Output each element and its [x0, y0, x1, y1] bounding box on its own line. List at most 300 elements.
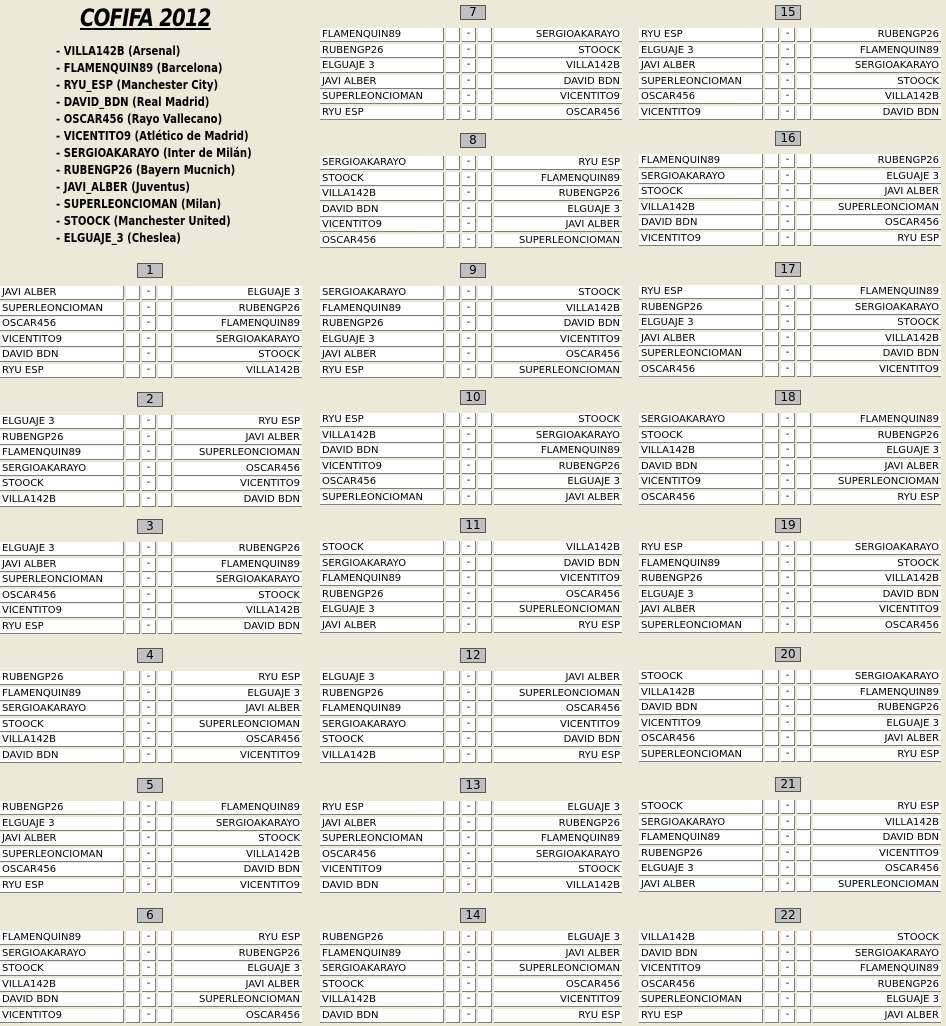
home-score-field[interactable]: [446, 218, 460, 232]
home-score-field[interactable]: [126, 620, 140, 634]
home-score-field[interactable]: [446, 106, 460, 120]
away-score-field[interactable]: [797, 429, 811, 443]
away-score-field[interactable]: [478, 106, 492, 120]
round-block: [320, 390, 622, 508]
home-score-field[interactable]: [126, 817, 140, 831]
home-score-field[interactable]: [446, 333, 460, 347]
away-score-field[interactable]: [797, 847, 811, 861]
away-score-field[interactable]: [478, 603, 492, 617]
home-score-field[interactable]: [446, 475, 460, 489]
home-score-field[interactable]: [446, 817, 460, 831]
away-score-field[interactable]: [158, 702, 172, 716]
home-score-field[interactable]: [446, 588, 460, 602]
score-separator: -: [142, 542, 156, 556]
home-score-field[interactable]: [765, 572, 779, 586]
away-score-field[interactable]: [797, 816, 811, 830]
away-score-field[interactable]: [158, 589, 172, 603]
home-score-field[interactable]: [765, 931, 779, 945]
away-score-field[interactable]: [478, 333, 492, 347]
home-score-field[interactable]: [446, 702, 460, 716]
home-score-field[interactable]: [765, 285, 779, 299]
away-score-field[interactable]: [797, 201, 811, 215]
home-score-field[interactable]: [126, 993, 140, 1007]
score-separator: -: [781, 816, 795, 830]
away-score-field[interactable]: [478, 28, 492, 42]
home-score-field[interactable]: [126, 462, 140, 476]
round-block: [0, 778, 302, 896]
home-score-field[interactable]: [765, 444, 779, 458]
home-score-field[interactable]: [765, 1009, 779, 1023]
away-player: RUBENGP26: [174, 542, 302, 556]
match-row: [0, 879, 302, 894]
home-score-field[interactable]: [126, 542, 140, 556]
home-score-field[interactable]: [765, 347, 779, 361]
away-score-field[interactable]: [478, 491, 492, 505]
away-score-field[interactable]: [478, 75, 492, 89]
away-score-field[interactable]: [158, 832, 172, 846]
home-score-field[interactable]: [765, 862, 779, 876]
away-score-field[interactable]: [797, 603, 811, 617]
home-player: OSCAR456: [0, 317, 124, 331]
home-score-field[interactable]: [126, 348, 140, 362]
home-player: VICENTITO9: [639, 232, 763, 246]
away-score-field[interactable]: [797, 44, 811, 58]
home-score-field[interactable]: [446, 993, 460, 1007]
away-score-field[interactable]: [158, 978, 172, 992]
home-score-field[interactable]: [765, 59, 779, 73]
away-score-field[interactable]: [158, 993, 172, 1007]
away-score-field[interactable]: [478, 317, 492, 331]
home-score-field[interactable]: [126, 333, 140, 347]
away-score-field[interactable]: [158, 749, 172, 763]
home-score-field[interactable]: [126, 978, 140, 992]
away-score-field[interactable]: [478, 947, 492, 961]
away-score-field[interactable]: [797, 185, 811, 199]
away-score-field[interactable]: [478, 475, 492, 489]
away-score-field[interactable]: [478, 879, 492, 893]
home-score-field[interactable]: [126, 848, 140, 862]
home-score-field[interactable]: [446, 962, 460, 976]
away-score-field[interactable]: [158, 801, 172, 815]
home-score-field[interactable]: [446, 1009, 460, 1023]
away-score-field[interactable]: [158, 604, 172, 618]
home-score-field[interactable]: [126, 317, 140, 331]
away-score-field[interactable]: [478, 203, 492, 217]
away-score-field[interactable]: [158, 302, 172, 316]
away-score-field[interactable]: [797, 588, 811, 602]
home-score-field[interactable]: [446, 947, 460, 961]
home-score-field[interactable]: [446, 801, 460, 815]
home-score-field[interactable]: [126, 364, 140, 378]
away-score-field[interactable]: [797, 557, 811, 571]
away-score-field[interactable]: [478, 572, 492, 586]
home-score-field[interactable]: [446, 28, 460, 42]
home-score-field[interactable]: [446, 687, 460, 701]
away-score-field[interactable]: [158, 671, 172, 685]
away-score-field[interactable]: [158, 863, 172, 877]
away-score-field[interactable]: [797, 316, 811, 330]
away-player: ELGUAJE 3: [494, 931, 622, 945]
away-score-field[interactable]: [478, 671, 492, 685]
home-score-field[interactable]: [765, 185, 779, 199]
home-score-field[interactable]: [765, 557, 779, 571]
away-score-field[interactable]: [797, 670, 811, 684]
home-score-field[interactable]: [126, 687, 140, 701]
away-score-field[interactable]: [158, 431, 172, 445]
home-score-field[interactable]: [126, 446, 140, 460]
home-score-field[interactable]: [126, 749, 140, 763]
home-score-field[interactable]: [765, 588, 779, 602]
home-score-field[interactable]: [765, 154, 779, 168]
away-score-field[interactable]: [478, 702, 492, 716]
player-entry: - VILLA142B (Arsenal): [56, 44, 181, 58]
away-score-field[interactable]: [797, 541, 811, 555]
away-score-field[interactable]: [797, 59, 811, 73]
home-score-field[interactable]: [126, 733, 140, 747]
home-score-field[interactable]: [446, 863, 460, 877]
home-score-field[interactable]: [446, 59, 460, 73]
away-score-field[interactable]: [797, 831, 811, 845]
home-score-field[interactable]: [126, 671, 140, 685]
home-score-field[interactable]: [126, 415, 140, 429]
away-score-field[interactable]: [478, 172, 492, 186]
home-score-field[interactable]: [765, 460, 779, 474]
home-player: JAVI ALBER: [320, 75, 444, 89]
home-score-field[interactable]: [446, 429, 460, 443]
home-score-field[interactable]: [765, 363, 779, 377]
home-score-field[interactable]: [765, 831, 779, 845]
match-row: [320, 879, 622, 894]
away-score-field[interactable]: [158, 1009, 172, 1023]
away-score-field[interactable]: [797, 154, 811, 168]
home-score-field[interactable]: [765, 878, 779, 892]
match-row: [0, 493, 302, 508]
away-score-field[interactable]: [158, 317, 172, 331]
away-score-field[interactable]: [797, 931, 811, 945]
away-score-field[interactable]: [797, 170, 811, 184]
home-score-field[interactable]: [765, 732, 779, 746]
home-player: VICENTITO9: [320, 863, 444, 877]
away-score-field[interactable]: [797, 962, 811, 976]
home-score-field[interactable]: [126, 931, 140, 945]
score-separator: -: [142, 446, 156, 460]
home-score-field[interactable]: [765, 106, 779, 120]
away-score-field[interactable]: [478, 733, 492, 747]
away-score-field[interactable]: [797, 347, 811, 361]
away-score-field[interactable]: [797, 216, 811, 230]
home-score-field[interactable]: [446, 156, 460, 170]
away-score-field[interactable]: [478, 588, 492, 602]
away-score-field[interactable]: [478, 187, 492, 201]
away-score-field[interactable]: [158, 446, 172, 460]
away-player: OSCAR456: [494, 348, 622, 362]
away-score-field[interactable]: [478, 832, 492, 846]
home-score-field[interactable]: [446, 603, 460, 617]
home-score-field[interactable]: [765, 717, 779, 731]
away-score-field[interactable]: [797, 978, 811, 992]
score-separator: -: [462, 475, 476, 489]
home-score-field[interactable]: [446, 187, 460, 201]
away-player: SUPERLEONCIOMAN: [813, 475, 941, 489]
away-score-field[interactable]: [797, 748, 811, 762]
away-score-field[interactable]: [797, 993, 811, 1007]
home-score-field[interactable]: [765, 75, 779, 89]
away-score-field[interactable]: [797, 75, 811, 89]
home-score-field[interactable]: [446, 460, 460, 474]
away-score-field[interactable]: [478, 962, 492, 976]
home-score-field[interactable]: [446, 718, 460, 732]
away-score-field[interactable]: [478, 44, 492, 58]
away-player: RUBENGP26: [494, 460, 622, 474]
away-score-field[interactable]: [158, 947, 172, 961]
home-score-field[interactable]: [446, 848, 460, 862]
away-score-field[interactable]: [158, 493, 172, 507]
home-score-field[interactable]: [446, 619, 460, 633]
away-score-field[interactable]: [478, 364, 492, 378]
away-score-field[interactable]: [478, 848, 492, 862]
home-player: STOOCK: [320, 978, 444, 992]
score-separator: -: [781, 748, 795, 762]
home-score-field[interactable]: [765, 748, 779, 762]
player-entry: - RYU_ESP (Manchester City): [56, 78, 219, 92]
home-score-field[interactable]: [765, 947, 779, 961]
away-score-field[interactable]: [478, 541, 492, 555]
home-score-field[interactable]: [765, 619, 779, 633]
home-score-field[interactable]: [765, 413, 779, 427]
home-score-field[interactable]: [765, 44, 779, 58]
away-score-field[interactable]: [478, 348, 492, 362]
away-score-field[interactable]: [478, 234, 492, 248]
away-score-field[interactable]: [797, 106, 811, 120]
match-row: [639, 170, 941, 185]
home-score-field[interactable]: [446, 671, 460, 685]
away-score-field[interactable]: [158, 573, 172, 587]
away-score-field[interactable]: [797, 301, 811, 315]
away-score-field[interactable]: [797, 475, 811, 489]
home-score-field[interactable]: [765, 978, 779, 992]
away-score-field[interactable]: [158, 286, 172, 300]
home-score-field[interactable]: [126, 947, 140, 961]
away-score-field[interactable]: [797, 701, 811, 715]
home-score-field[interactable]: [765, 993, 779, 1007]
away-score-field[interactable]: [797, 686, 811, 700]
home-score-field[interactable]: [446, 749, 460, 763]
away-score-field[interactable]: [797, 947, 811, 961]
home-player: FLAMENQUIN89: [320, 947, 444, 961]
home-score-field[interactable]: [126, 302, 140, 316]
away-score-field[interactable]: [478, 1009, 492, 1023]
home-score-field[interactable]: [765, 232, 779, 246]
away-score-field[interactable]: [158, 620, 172, 634]
away-score-field[interactable]: [158, 462, 172, 476]
score-separator: -: [462, 817, 476, 831]
home-score-field[interactable]: [446, 172, 460, 186]
home-score-field[interactable]: [446, 541, 460, 555]
away-score-field[interactable]: [478, 993, 492, 1007]
home-score-field[interactable]: [126, 477, 140, 491]
home-score-field[interactable]: [126, 863, 140, 877]
home-score-field[interactable]: [126, 801, 140, 815]
away-score-field[interactable]: [478, 931, 492, 945]
home-score-field[interactable]: [446, 444, 460, 458]
home-score-field[interactable]: [765, 670, 779, 684]
away-score-field[interactable]: [797, 232, 811, 246]
home-score-field[interactable]: [446, 572, 460, 586]
home-score-field[interactable]: [765, 216, 779, 230]
home-score-field[interactable]: [446, 491, 460, 505]
away-score-field[interactable]: [158, 415, 172, 429]
away-score-field[interactable]: [158, 718, 172, 732]
home-score-field[interactable]: [446, 317, 460, 331]
away-score-field[interactable]: [158, 687, 172, 701]
away-score-field[interactable]: [478, 460, 492, 474]
home-score-field[interactable]: [126, 573, 140, 587]
score-separator: -: [462, 863, 476, 877]
home-score-field[interactable]: [446, 44, 460, 58]
home-score-field[interactable]: [446, 557, 460, 571]
away-score-field[interactable]: [158, 848, 172, 862]
score-separator: -: [142, 718, 156, 732]
away-score-field[interactable]: [478, 444, 492, 458]
away-score-field[interactable]: [797, 285, 811, 299]
away-score-field[interactable]: [478, 817, 492, 831]
home-score-field[interactable]: [126, 718, 140, 732]
home-score-field[interactable]: [126, 962, 140, 976]
home-score-field[interactable]: [765, 847, 779, 861]
home-score-field[interactable]: [765, 686, 779, 700]
home-score-field[interactable]: [446, 302, 460, 316]
away-score-field[interactable]: [158, 733, 172, 747]
away-player: DAVID BDN: [813, 831, 941, 845]
home-score-field[interactable]: [765, 816, 779, 830]
away-score-field[interactable]: [158, 477, 172, 491]
away-player: SUPERLEONCIOMAN: [174, 718, 302, 732]
home-score-field[interactable]: [126, 589, 140, 603]
away-score-field[interactable]: [797, 732, 811, 746]
home-score-field[interactable]: [126, 832, 140, 846]
away-score-field[interactable]: [158, 931, 172, 945]
home-score-field[interactable]: [765, 170, 779, 184]
away-score-field[interactable]: [797, 413, 811, 427]
away-score-field[interactable]: [478, 557, 492, 571]
away-score-field[interactable]: [478, 429, 492, 443]
away-score-field[interactable]: [797, 460, 811, 474]
home-score-field[interactable]: [126, 431, 140, 445]
away-score-field[interactable]: [158, 558, 172, 572]
home-score-field[interactable]: [446, 203, 460, 217]
away-score-field[interactable]: [797, 862, 811, 876]
away-score-field[interactable]: [158, 542, 172, 556]
home-score-field[interactable]: [126, 286, 140, 300]
home-score-field[interactable]: [126, 702, 140, 716]
away-score-field[interactable]: [158, 348, 172, 362]
home-score-field[interactable]: [446, 75, 460, 89]
away-score-field[interactable]: [797, 491, 811, 505]
away-score-field[interactable]: [797, 572, 811, 586]
away-score-field[interactable]: [797, 717, 811, 731]
away-score-field[interactable]: [797, 28, 811, 42]
home-score-field[interactable]: [446, 832, 460, 846]
away-player: VICENTITO9: [494, 333, 622, 347]
round-block: [0, 263, 302, 381]
away-score-field[interactable]: [478, 718, 492, 732]
home-score-field[interactable]: [126, 1009, 140, 1023]
home-player: DAVID BDN: [639, 460, 763, 474]
home-score-field[interactable]: [765, 201, 779, 215]
home-score-field[interactable]: [765, 301, 779, 315]
away-score-field[interactable]: [158, 962, 172, 976]
away-score-field[interactable]: [478, 286, 492, 300]
round-block: [0, 519, 302, 637]
away-score-field[interactable]: [478, 90, 492, 104]
home-score-field[interactable]: [446, 733, 460, 747]
away-score-field[interactable]: [478, 801, 492, 815]
home-score-field[interactable]: [765, 429, 779, 443]
away-score-field[interactable]: [478, 687, 492, 701]
home-score-field[interactable]: [126, 879, 140, 893]
home-score-field[interactable]: [446, 879, 460, 893]
home-score-field[interactable]: [765, 475, 779, 489]
away-score-field[interactable]: [797, 878, 811, 892]
away-score-field[interactable]: [158, 817, 172, 831]
away-score-field[interactable]: [478, 749, 492, 763]
home-score-field[interactable]: [126, 493, 140, 507]
home-score-field[interactable]: [446, 931, 460, 945]
home-score-field[interactable]: [446, 90, 460, 104]
away-score-field[interactable]: [478, 156, 492, 170]
home-score-field[interactable]: [126, 604, 140, 618]
away-score-field[interactable]: [478, 59, 492, 73]
away-score-field[interactable]: [478, 302, 492, 316]
away-score-field[interactable]: [797, 363, 811, 377]
home-score-field[interactable]: [765, 90, 779, 104]
away-score-field[interactable]: [478, 413, 492, 427]
home-score-field[interactable]: [446, 348, 460, 362]
home-player: RYU ESP: [320, 801, 444, 815]
home-score-field[interactable]: [765, 701, 779, 715]
home-score-field[interactable]: [446, 286, 460, 300]
away-score-field[interactable]: [797, 332, 811, 346]
away-score-field[interactable]: [158, 333, 172, 347]
away-score-field[interactable]: [478, 863, 492, 877]
away-score-field[interactable]: [797, 444, 811, 458]
home-score-field[interactable]: [765, 603, 779, 617]
home-score-field[interactable]: [765, 28, 779, 42]
away-score-field[interactable]: [478, 619, 492, 633]
round-number: 22: [775, 908, 801, 923]
home-score-field[interactable]: [446, 413, 460, 427]
away-score-field[interactable]: [797, 619, 811, 633]
home-score-field[interactable]: [126, 558, 140, 572]
home-score-field[interactable]: [446, 234, 460, 248]
home-score-field[interactable]: [765, 316, 779, 330]
home-score-field[interactable]: [765, 491, 779, 505]
match-row: [639, 232, 941, 247]
away-score-field[interactable]: [478, 978, 492, 992]
away-score-field[interactable]: [797, 1009, 811, 1023]
away-score-field[interactable]: [478, 218, 492, 232]
home-score-field[interactable]: [765, 541, 779, 555]
home-score-field[interactable]: [446, 978, 460, 992]
home-score-field[interactable]: [446, 364, 460, 378]
away-score-field[interactable]: [797, 90, 811, 104]
home-score-field[interactable]: [765, 800, 779, 814]
home-score-field[interactable]: [765, 962, 779, 976]
away-score-field[interactable]: [158, 364, 172, 378]
away-score-field[interactable]: [797, 800, 811, 814]
away-score-field[interactable]: [158, 879, 172, 893]
home-score-field[interactable]: [765, 332, 779, 346]
